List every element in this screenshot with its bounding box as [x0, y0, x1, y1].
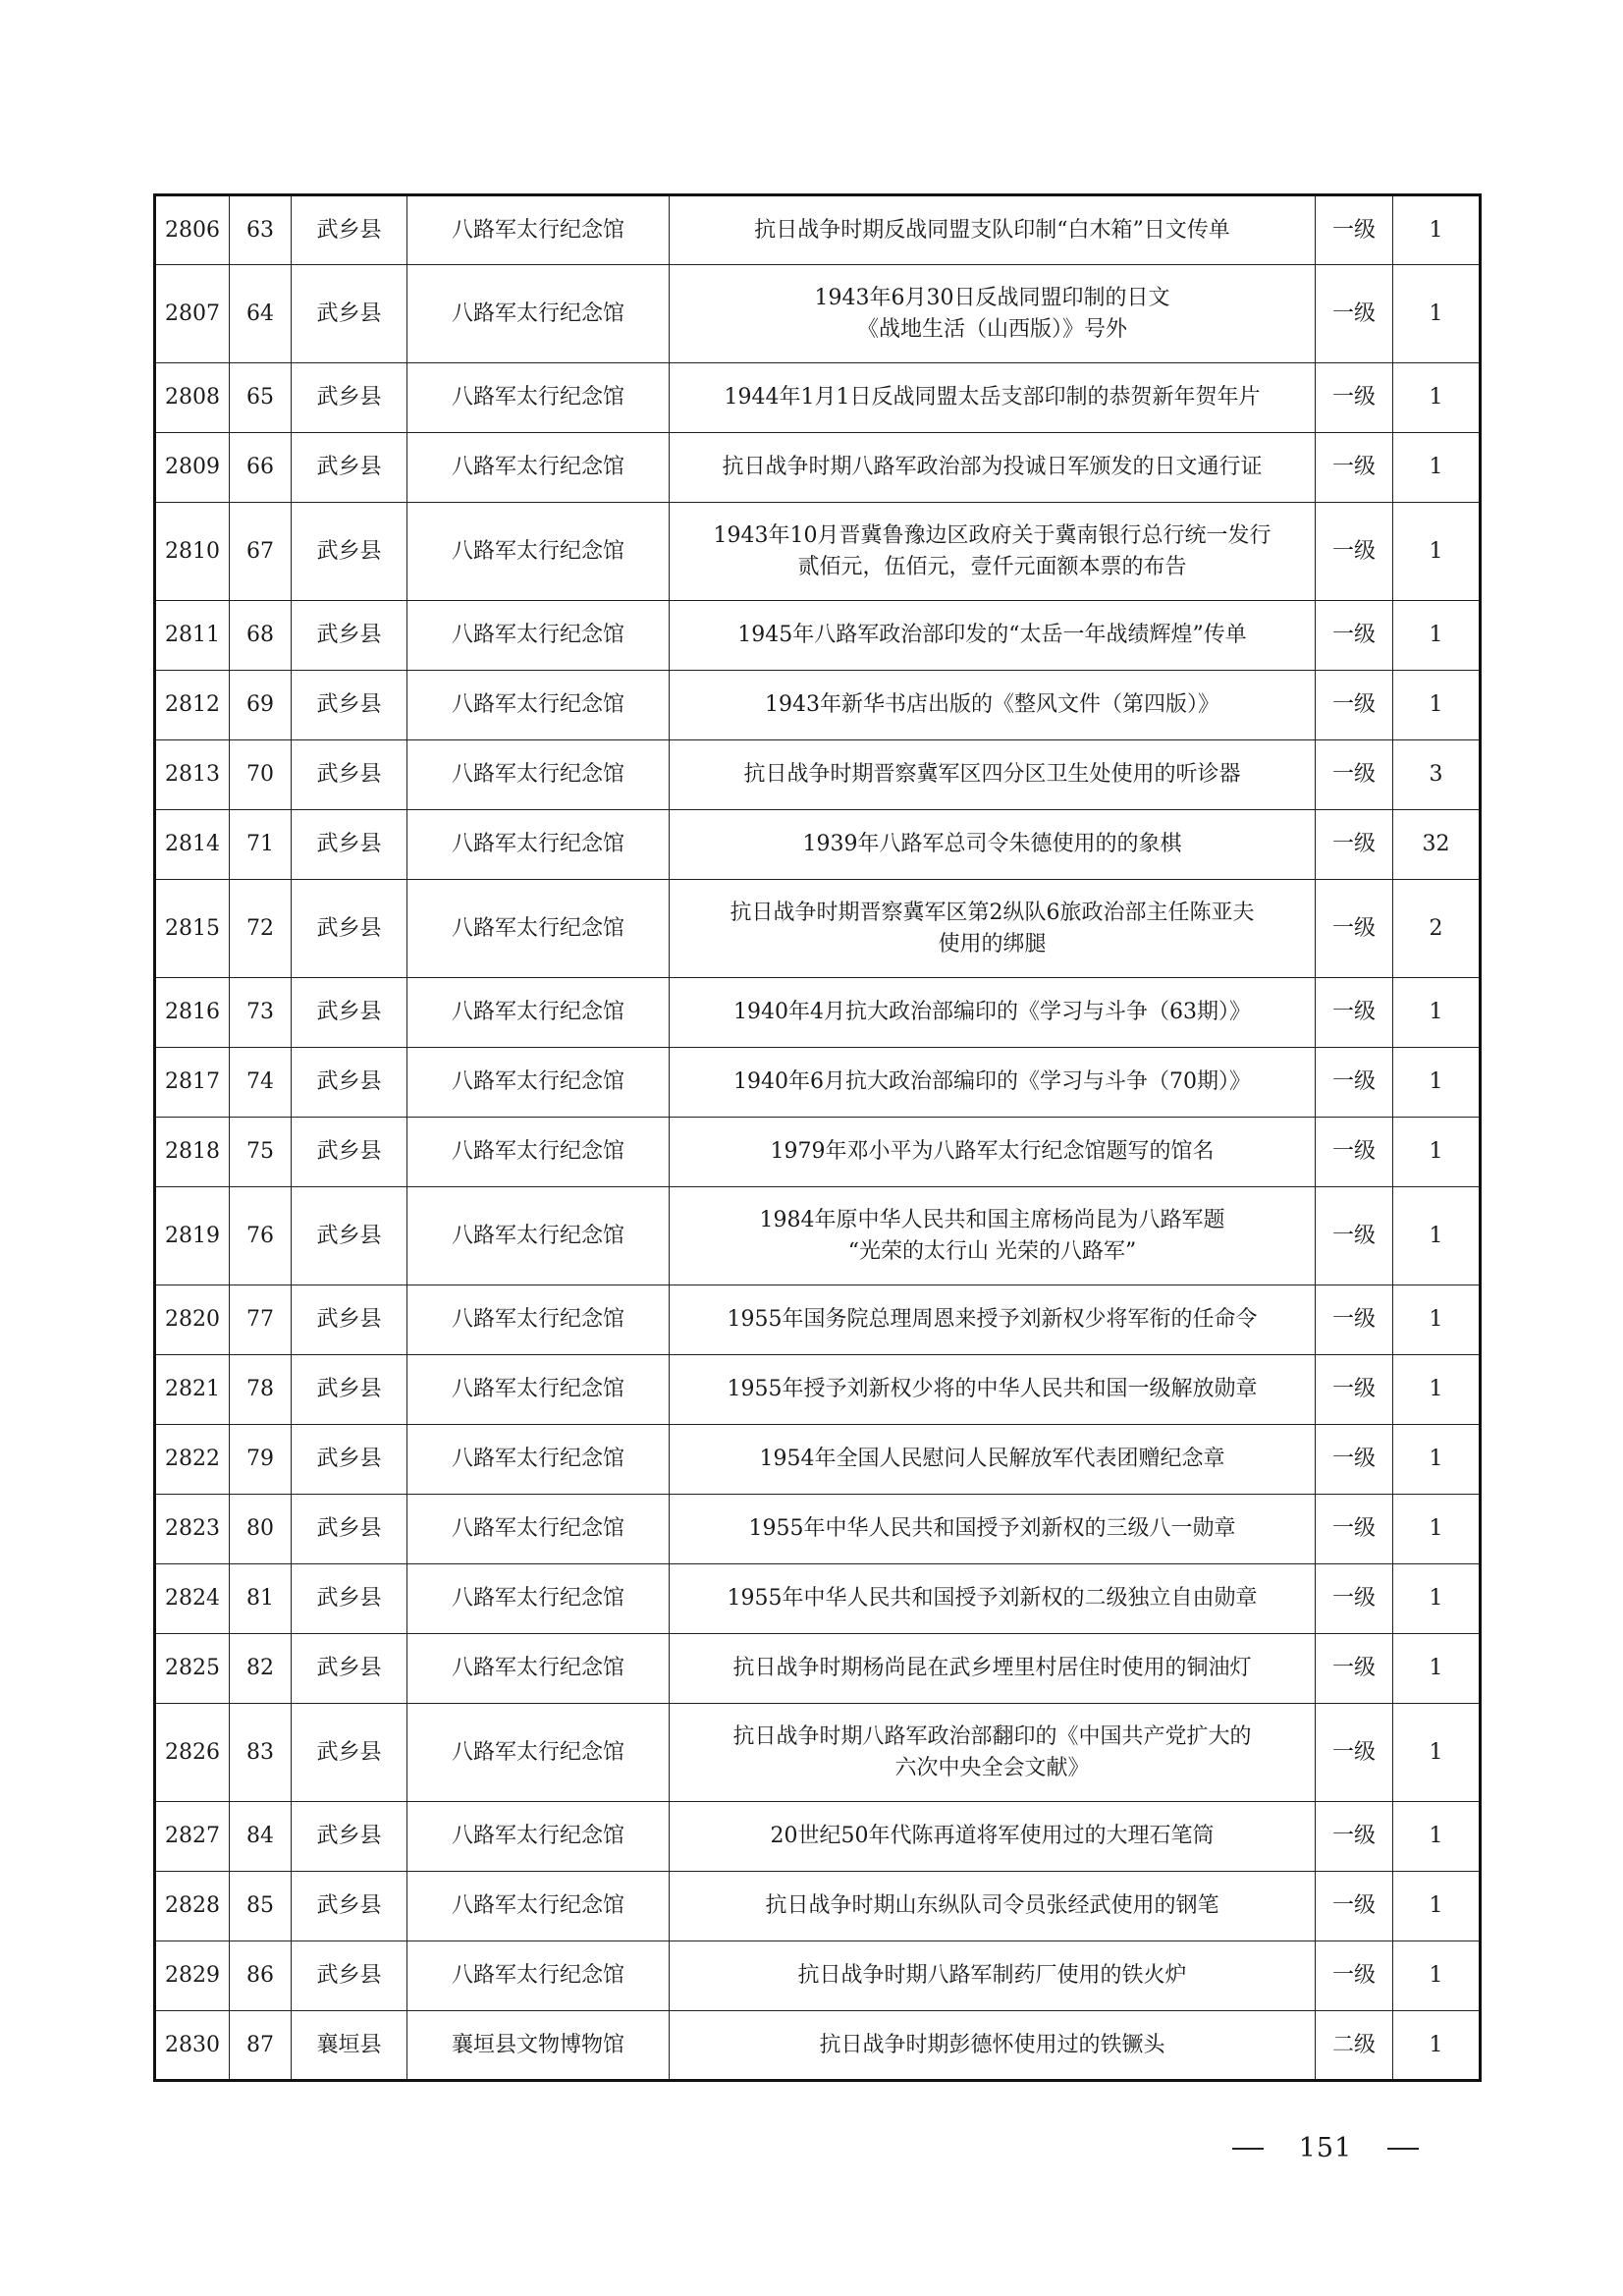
quantity-cell: 1	[1393, 601, 1481, 671]
quantity-cell: 1	[1393, 1118, 1481, 1187]
county-cell: 武乡县	[292, 810, 407, 880]
county-cell: 武乡县	[292, 1941, 407, 2011]
description-line: 六次中央全会文献》	[894, 1755, 1090, 1780]
county-cell: 武乡县	[292, 1872, 407, 1941]
county-cell: 武乡县	[292, 1704, 407, 1802]
sequence-cell: 83	[230, 1704, 292, 1802]
sequence-cell: 77	[230, 1285, 292, 1355]
grade-cell: 二级	[1316, 2011, 1393, 2081]
county-cell: 武乡县	[292, 1425, 407, 1495]
quantity-cell: 1	[1393, 2011, 1481, 2081]
description-line: 1979年邓小平为八路军太行纪念馆题写的馆名	[770, 1139, 1215, 1164]
description-line: 1939年八路军总司令朱德使用的的象棋	[802, 832, 1182, 856]
sequence-cell: 70	[230, 740, 292, 810]
description-line: 1945年八路军政治部印发的“太岳一年战绩辉煌”传单	[737, 623, 1247, 647]
table-row	[155, 1048, 1481, 1118]
sequence-cell: 63	[230, 195, 292, 265]
description-line: 抗日战争时期八路军政治部翻印的《中国共产党扩大的	[732, 1723, 1252, 1749]
row-number-cell: 2825	[155, 1634, 230, 1704]
grade-cell: 一级	[1316, 810, 1393, 880]
description-cell	[670, 1872, 1316, 1941]
county-cell: 武乡县	[292, 740, 407, 810]
sequence-cell: 66	[230, 433, 292, 503]
description-cell	[670, 503, 1316, 601]
description-cell	[670, 1941, 1316, 2011]
grade-cell: 一级	[1316, 880, 1393, 978]
table-row	[155, 1285, 1481, 1355]
row-number-cell: 2817	[155, 1048, 230, 1118]
grade-cell: 一级	[1316, 363, 1393, 433]
sequence-cell: 76	[230, 1187, 292, 1285]
grade-cell: 一级	[1316, 1495, 1393, 1564]
county-cell: 武乡县	[292, 1355, 407, 1425]
quantity-cell: 1	[1393, 978, 1481, 1048]
county-cell: 武乡县	[292, 1285, 407, 1355]
grade-cell: 一级	[1316, 1872, 1393, 1941]
sequence-cell: 80	[230, 1495, 292, 1564]
row-number-cell: 2820	[155, 1285, 230, 1355]
description-line: 《战地生活（山西版）》号外	[856, 316, 1127, 342]
unit-cell: 八路军太行纪念馆	[407, 1802, 670, 1872]
unit-cell: 八路军太行纪念馆	[407, 1704, 670, 1802]
row-number-cell: 2812	[155, 671, 230, 740]
description-line: 抗日战争时期八路军制药厂使用的铁火炉	[797, 1963, 1187, 1988]
table-row	[155, 1355, 1481, 1425]
county-cell: 武乡县	[292, 1634, 407, 1704]
quantity-cell: 3	[1393, 740, 1481, 810]
description-cell	[670, 1285, 1316, 1355]
sequence-cell: 73	[230, 978, 292, 1048]
description-cell	[670, 671, 1316, 740]
county-cell: 襄垣县	[292, 2011, 407, 2081]
grade-cell: 一级	[1316, 1425, 1393, 1495]
quantity-cell: 1	[1393, 1802, 1481, 1872]
grade-cell: 一级	[1316, 1048, 1393, 1118]
row-number-cell: 2829	[155, 1941, 230, 2011]
description-line: 1955年中华人民共和国授予刘新权的三级八一勋章	[748, 1516, 1236, 1541]
table-row	[155, 1187, 1481, 1285]
quantity-cell: 1	[1393, 1355, 1481, 1425]
quantity-cell: 1	[1393, 1495, 1481, 1564]
sequence-cell: 84	[230, 1802, 292, 1872]
grade-cell: 一级	[1316, 1802, 1393, 1872]
unit-cell: 八路军太行纪念馆	[407, 1634, 670, 1704]
description-cell	[670, 1704, 1316, 1802]
table-row	[155, 1118, 1481, 1187]
sequence-cell: 85	[230, 1872, 292, 1941]
table-row	[155, 503, 1481, 601]
county-cell: 武乡县	[292, 601, 407, 671]
table-row	[155, 880, 1481, 978]
grade-cell: 一级	[1316, 1634, 1393, 1704]
unit-cell: 八路军太行纪念馆	[407, 433, 670, 503]
table-row	[155, 1704, 1481, 1802]
description-cell	[670, 740, 1316, 810]
row-number-cell: 2824	[155, 1564, 230, 1634]
description-cell	[670, 433, 1316, 503]
description-line: 贰佰元，伍佰元，壹仟元面额本票的布告	[797, 554, 1187, 579]
description-line: 1944年1月1日反战同盟太岳支部印制的恭贺新年贺年片	[724, 385, 1261, 410]
description-line: 抗日战争时期晋察冀军区四分区卫生处使用的听诊器	[743, 762, 1241, 787]
unit-cell: 八路军太行纪念馆	[407, 671, 670, 740]
county-cell: 武乡县	[292, 671, 407, 740]
description-cell	[670, 1118, 1316, 1187]
description-line: 抗日战争时期杨尚昆在武乡堙里村居住时使用的铜油灯	[732, 1656, 1252, 1680]
description-cell	[670, 880, 1316, 978]
row-number-cell: 2810	[155, 503, 230, 601]
county-cell: 武乡县	[292, 1564, 407, 1634]
row-number-cell: 2828	[155, 1872, 230, 1941]
description-cell	[670, 810, 1316, 880]
unit-cell: 八路军太行纪念馆	[407, 810, 670, 880]
description-cell	[670, 978, 1316, 1048]
row-number-cell: 2806	[155, 195, 230, 265]
description-cell	[670, 2011, 1316, 2081]
description-cell	[670, 1495, 1316, 1564]
county-cell: 武乡县	[292, 1495, 407, 1564]
quantity-cell: 1	[1393, 503, 1481, 601]
grade-cell: 一级	[1316, 265, 1393, 363]
unit-cell: 八路军太行纪念馆	[407, 1048, 670, 1118]
unit-cell: 八路军太行纪念馆	[407, 1564, 670, 1634]
grade-cell: 一级	[1316, 1704, 1393, 1802]
description-line: 1943年新华书店出版的《整风文件（第四版）》	[765, 692, 1219, 717]
description-line: 1940年4月抗大政治部编印的《学习与斗争（63期）》	[733, 1000, 1251, 1024]
table-row	[155, 195, 1481, 265]
right-dash	[1387, 2148, 1419, 2150]
county-cell: 武乡县	[292, 880, 407, 978]
unit-cell: 八路军太行纪念馆	[407, 1355, 670, 1425]
row-number-cell: 2823	[155, 1495, 230, 1564]
sequence-cell: 82	[230, 1634, 292, 1704]
table-row	[155, 1425, 1481, 1495]
row-number-cell: 2827	[155, 1802, 230, 1872]
unit-cell: 八路军太行纪念馆	[407, 978, 670, 1048]
row-number-cell: 2814	[155, 810, 230, 880]
county-cell: 武乡县	[292, 1118, 407, 1187]
row-number-cell: 2830	[155, 2011, 230, 2081]
description-cell	[670, 265, 1316, 363]
description-line: 抗日战争时期八路军政治部为投诚日军颁发的日文通行证	[722, 455, 1263, 479]
sequence-cell: 72	[230, 880, 292, 978]
sequence-cell: 78	[230, 1355, 292, 1425]
table-row	[155, 265, 1481, 363]
grade-cell: 一级	[1316, 601, 1393, 671]
description-line: 1940年6月抗大政治部编印的《学习与斗争（70期）》	[733, 1069, 1251, 1094]
unit-cell: 八路军太行纪念馆	[407, 1285, 670, 1355]
table-body	[155, 195, 1481, 2081]
table-row	[155, 1564, 1481, 1634]
row-number-cell: 2826	[155, 1704, 230, 1802]
description-line: 1955年授予刘新权少将的中华人民共和国一级解放勋章	[727, 1377, 1258, 1401]
sequence-cell: 68	[230, 601, 292, 671]
row-number-cell: 2819	[155, 1187, 230, 1285]
quantity-cell: 2	[1393, 880, 1481, 978]
unit-cell: 八路军太行纪念馆	[407, 1425, 670, 1495]
description-cell	[670, 363, 1316, 433]
quantity-cell: 1	[1393, 1634, 1481, 1704]
page-number: 151	[1298, 2133, 1353, 2163]
quantity-cell: 1	[1393, 265, 1481, 363]
quantity-cell: 1	[1393, 1704, 1481, 1802]
description-cell	[670, 1048, 1316, 1118]
table-row	[155, 1802, 1481, 1872]
table-row	[155, 671, 1481, 740]
county-cell: 武乡县	[292, 265, 407, 363]
row-number-cell: 2811	[155, 601, 230, 671]
grade-cell: 一级	[1316, 1941, 1393, 2011]
grade-cell: 一级	[1316, 1118, 1393, 1187]
county-cell: 武乡县	[292, 433, 407, 503]
unit-cell: 八路军太行纪念馆	[407, 1941, 670, 2011]
description-cell	[670, 1564, 1316, 1634]
quantity-cell: 1	[1393, 1048, 1481, 1118]
quantity-cell: 1	[1393, 433, 1481, 503]
description-line: 1984年原中华人民共和国主席杨尚昆为八路军题	[759, 1207, 1225, 1232]
description-cell	[670, 195, 1316, 265]
quantity-cell: 1	[1393, 195, 1481, 265]
county-cell: 武乡县	[292, 195, 407, 265]
grade-cell: 一级	[1316, 1564, 1393, 1634]
left-dash	[1232, 2148, 1264, 2150]
row-number-cell: 2808	[155, 363, 230, 433]
unit-cell: 八路军太行纪念馆	[407, 195, 670, 265]
table-row	[155, 601, 1481, 671]
row-number-cell: 2813	[155, 740, 230, 810]
table-row	[155, 810, 1481, 880]
table-row	[155, 433, 1481, 503]
description-line: 20世纪50年代陈再道将军使用过的大理石笔筒	[770, 1824, 1215, 1848]
relics-table	[153, 193, 1482, 2082]
sequence-cell: 74	[230, 1048, 292, 1118]
row-number-cell: 2809	[155, 433, 230, 503]
grade-cell: 一级	[1316, 195, 1393, 265]
description-line: 1955年国务院总理周恩来授予刘新权少将军衔的任命令	[727, 1307, 1258, 1332]
county-cell: 武乡县	[292, 503, 407, 601]
row-number-cell: 2821	[155, 1355, 230, 1425]
description-cell	[670, 1425, 1316, 1495]
sequence-cell: 64	[230, 265, 292, 363]
description-line: 抗日战争时期晋察冀军区第2纵队6旅政治部主任陈亚夫	[730, 900, 1255, 925]
sequence-cell: 69	[230, 671, 292, 740]
description-line: 1943年6月30日反战同盟印制的日文	[814, 285, 1170, 310]
grade-cell: 一级	[1316, 740, 1393, 810]
grade-cell: 一级	[1316, 1355, 1393, 1425]
sequence-cell: 71	[230, 810, 292, 880]
table-row	[155, 978, 1481, 1048]
row-number-cell: 2822	[155, 1425, 230, 1495]
description-line: “光荣的太行山 光荣的八路军”	[847, 1238, 1137, 1264]
quantity-cell: 32	[1393, 810, 1481, 880]
unit-cell: 八路军太行纪念馆	[407, 740, 670, 810]
table-row	[155, 2011, 1481, 2081]
unit-cell: 八路军太行纪念馆	[407, 265, 670, 363]
quantity-cell: 1	[1393, 1941, 1481, 2011]
quantity-cell: 1	[1393, 1425, 1481, 1495]
quantity-cell: 1	[1393, 1187, 1481, 1285]
row-number-cell: 2816	[155, 978, 230, 1048]
unit-cell: 八路军太行纪念馆	[407, 601, 670, 671]
description-cell	[670, 1355, 1316, 1425]
table-row	[155, 363, 1481, 433]
description-line: 使用的绑腿	[938, 931, 1047, 957]
grade-cell: 一级	[1316, 1187, 1393, 1285]
county-cell: 武乡县	[292, 1802, 407, 1872]
description-line: 抗日战争时期山东纵队司令员张经武使用的钢笔	[765, 1893, 1219, 1918]
description-line: 抗日战争时期彭德怀使用过的铁镢头	[819, 2032, 1165, 2057]
quantity-cell: 1	[1393, 1564, 1481, 1634]
grade-cell: 一级	[1316, 671, 1393, 740]
description-cell	[670, 601, 1316, 671]
grade-cell: 一级	[1316, 433, 1393, 503]
description-cell	[670, 1187, 1316, 1285]
grade-cell: 一级	[1316, 1285, 1393, 1355]
quantity-cell: 1	[1393, 1285, 1481, 1355]
sequence-cell: 81	[230, 1564, 292, 1634]
table-row	[155, 740, 1481, 810]
row-number-cell: 2807	[155, 265, 230, 363]
table-row	[155, 1941, 1481, 2011]
sequence-cell: 87	[230, 2011, 292, 2081]
description-cell	[670, 1802, 1316, 1872]
unit-cell: 八路军太行纪念馆	[407, 1118, 670, 1187]
unit-cell: 八路军太行纪念馆	[407, 1187, 670, 1285]
sequence-cell: 75	[230, 1118, 292, 1187]
row-number-cell: 2818	[155, 1118, 230, 1187]
county-cell: 武乡县	[292, 1048, 407, 1118]
page-footer	[1232, 2133, 1419, 2163]
quantity-cell: 1	[1393, 671, 1481, 740]
description-line: 1954年全国人民慰问人民解放军代表团赠纪念章	[759, 1447, 1225, 1471]
sequence-cell: 67	[230, 503, 292, 601]
table-row	[155, 1634, 1481, 1704]
quantity-cell: 1	[1393, 1872, 1481, 1941]
sequence-cell: 65	[230, 363, 292, 433]
unit-cell: 八路军太行纪念馆	[407, 503, 670, 601]
sequence-cell: 79	[230, 1425, 292, 1495]
description-line: 1943年10月晋冀鲁豫边区政府关于冀南银行总行统一发行	[713, 522, 1271, 548]
county-cell: 武乡县	[292, 1187, 407, 1285]
table-row	[155, 1872, 1481, 1941]
grade-cell: 一级	[1316, 978, 1393, 1048]
description-line: 1955年中华人民共和国授予刘新权的二级独立自由勋章	[727, 1586, 1258, 1611]
unit-cell: 八路军太行纪念馆	[407, 1872, 670, 1941]
county-cell: 武乡县	[292, 978, 407, 1048]
description-cell	[670, 1634, 1316, 1704]
unit-cell: 八路军太行纪念馆	[407, 1495, 670, 1564]
unit-cell: 襄垣县文物博物馆	[407, 2011, 670, 2081]
table-row	[155, 1495, 1481, 1564]
unit-cell: 八路军太行纪念馆	[407, 363, 670, 433]
row-number-cell: 2815	[155, 880, 230, 978]
county-cell: 武乡县	[292, 363, 407, 433]
unit-cell: 八路军太行纪念馆	[407, 880, 670, 978]
description-line: 抗日战争时期反战同盟支队印制“白木箱”日文传单	[754, 217, 1230, 243]
quantity-cell: 1	[1393, 363, 1481, 433]
grade-cell: 一级	[1316, 503, 1393, 601]
sequence-cell: 86	[230, 1941, 292, 2011]
